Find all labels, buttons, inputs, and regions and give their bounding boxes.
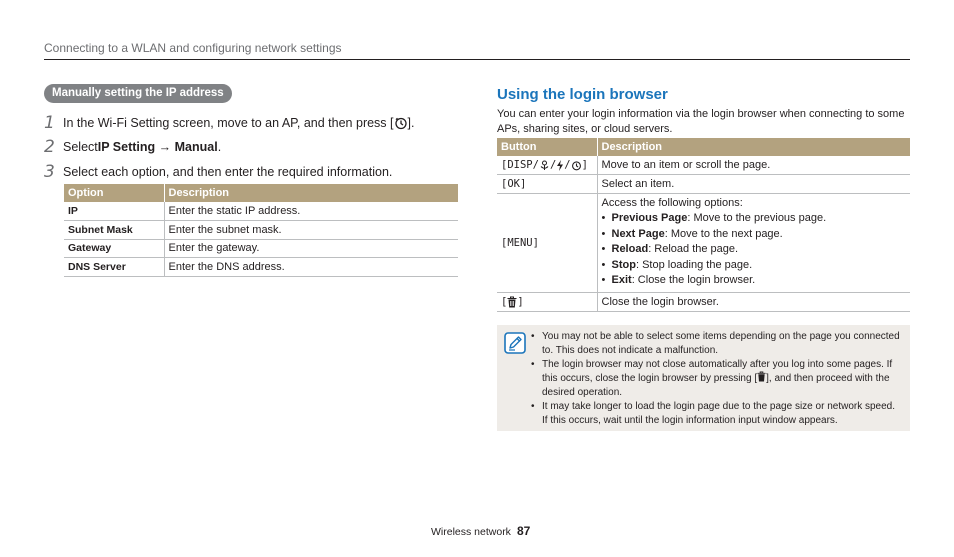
column-header: Description bbox=[597, 138, 910, 156]
table-header-row bbox=[497, 138, 910, 156]
step-text-end: ]. bbox=[407, 116, 415, 130]
list-item bbox=[602, 242, 907, 258]
item-desc: : Stop loading the page. bbox=[635, 258, 753, 271]
menu-text: MENU bbox=[507, 236, 533, 249]
menu-key-label: [ MENU ] bbox=[501, 236, 539, 249]
page-number: 87 bbox=[516, 524, 531, 538]
trash-key-label: [ ] bbox=[501, 295, 524, 308]
option-name: Gateway bbox=[64, 239, 164, 258]
note-pencil-icon bbox=[504, 332, 526, 354]
step-text-end: . bbox=[217, 140, 222, 154]
note-text: ], and then proceed with the desired operation. bbox=[542, 373, 890, 399]
buttons-table bbox=[497, 138, 910, 312]
button-cell bbox=[497, 156, 597, 175]
list-item bbox=[602, 227, 907, 243]
note-item: • You may not be able to select some items depending on the page you connected to. This does not indicate a malfunction. bbox=[531, 330, 903, 358]
ok-text: OK bbox=[507, 177, 520, 190]
option-name: IP bbox=[64, 202, 164, 221]
arrow-glyph: → bbox=[155, 140, 175, 154]
button-desc: Close the login browser. bbox=[597, 293, 910, 312]
note-text: The login browser may not close automatically after you log into some pages. If this occurs, close the login browser by pressing [ bbox=[542, 358, 893, 385]
item-name: Next Page bbox=[611, 227, 665, 240]
note-box bbox=[497, 325, 910, 431]
item-name: Exit bbox=[611, 274, 632, 287]
section-intro: You can enter your login information via the login browser when connecting to some APs, sharing sites, or cloud servers. bbox=[497, 108, 905, 135]
options-table bbox=[64, 184, 458, 277]
disp-key-label: [ DISP / / / ] bbox=[501, 159, 588, 171]
item-name: Previous Page bbox=[611, 212, 688, 225]
note-item bbox=[531, 358, 903, 400]
ok-key-label: [ OK ] bbox=[501, 177, 527, 190]
item-desc: : Move to the previous page. bbox=[687, 212, 827, 225]
note-list bbox=[531, 330, 903, 428]
list-item bbox=[602, 211, 907, 227]
header-divider bbox=[44, 59, 910, 60]
running-header: Connecting to a WLAN and configuring network settings bbox=[44, 41, 342, 55]
menu-path-ip-setting: IP Setting bbox=[97, 140, 156, 154]
button-cell bbox=[497, 193, 597, 293]
button-desc: Move to an item or scroll the page. bbox=[597, 156, 910, 175]
note-item: • It may take longer to load the login page due to the page size or network speed. If this occurs, wait until the login information input window appears. bbox=[531, 400, 903, 428]
table-row bbox=[64, 202, 458, 221]
step-3 bbox=[44, 162, 392, 182]
trash-icon bbox=[757, 371, 766, 382]
section-title: Using the login browser bbox=[497, 86, 668, 103]
list-item bbox=[602, 273, 907, 289]
option-desc: Enter the gateway. bbox=[164, 239, 458, 258]
button-cell bbox=[497, 175, 597, 194]
step-1 bbox=[44, 113, 414, 133]
step-number: 2 bbox=[44, 137, 55, 157]
step-text: Select each option, and then enter the required information. bbox=[63, 165, 393, 179]
table-row bbox=[497, 193, 910, 293]
item-desc: : Move to the next page. bbox=[664, 227, 783, 240]
macro-flower-icon bbox=[539, 160, 550, 171]
table-row bbox=[497, 293, 910, 312]
option-desc: Enter the static IP address. bbox=[164, 202, 458, 221]
section-pill: Manually setting the IP address bbox=[44, 84, 232, 103]
table-row bbox=[497, 156, 910, 175]
item-name: Stop bbox=[611, 258, 636, 271]
trash-icon bbox=[507, 296, 517, 308]
option-name: DNS Server bbox=[64, 258, 164, 277]
option-desc: Enter the subnet mask. bbox=[164, 221, 458, 240]
options-intro: Access the following options: bbox=[601, 196, 743, 209]
options-list bbox=[602, 211, 907, 289]
column-header: Option bbox=[64, 184, 164, 202]
table-header-row bbox=[64, 184, 458, 202]
button-cell bbox=[497, 293, 597, 312]
column-header: Button bbox=[497, 138, 597, 156]
item-name: Reload bbox=[611, 243, 649, 256]
menu-path-manual: Manual bbox=[174, 140, 218, 154]
table-row bbox=[64, 258, 458, 277]
table-row bbox=[64, 239, 458, 258]
step-number: 1 bbox=[44, 113, 55, 133]
flash-icon bbox=[556, 160, 564, 171]
table-row bbox=[497, 175, 910, 194]
item-desc: : Reload the page. bbox=[648, 243, 739, 256]
item-desc: : Close the login browser. bbox=[631, 274, 756, 287]
column-header: Description bbox=[164, 184, 458, 202]
table-row bbox=[64, 221, 458, 240]
footer-section: Wireless network bbox=[431, 526, 511, 538]
button-desc: Select an item. bbox=[597, 175, 910, 194]
disp-text: DISP bbox=[507, 159, 533, 171]
step-2 bbox=[44, 137, 221, 157]
step-number: 3 bbox=[44, 162, 55, 182]
step-text: In the Wi-Fi Setting screen, move to an AP, and then press [ bbox=[63, 116, 394, 130]
list-item bbox=[602, 258, 907, 274]
page-footer bbox=[431, 524, 530, 538]
option-desc: Enter the DNS address. bbox=[164, 258, 458, 277]
step-text: Select bbox=[63, 140, 98, 154]
option-name: Subnet Mask bbox=[64, 221, 164, 240]
button-desc bbox=[597, 193, 910, 293]
timer-icon bbox=[571, 160, 582, 171]
timer-icon bbox=[394, 116, 408, 130]
